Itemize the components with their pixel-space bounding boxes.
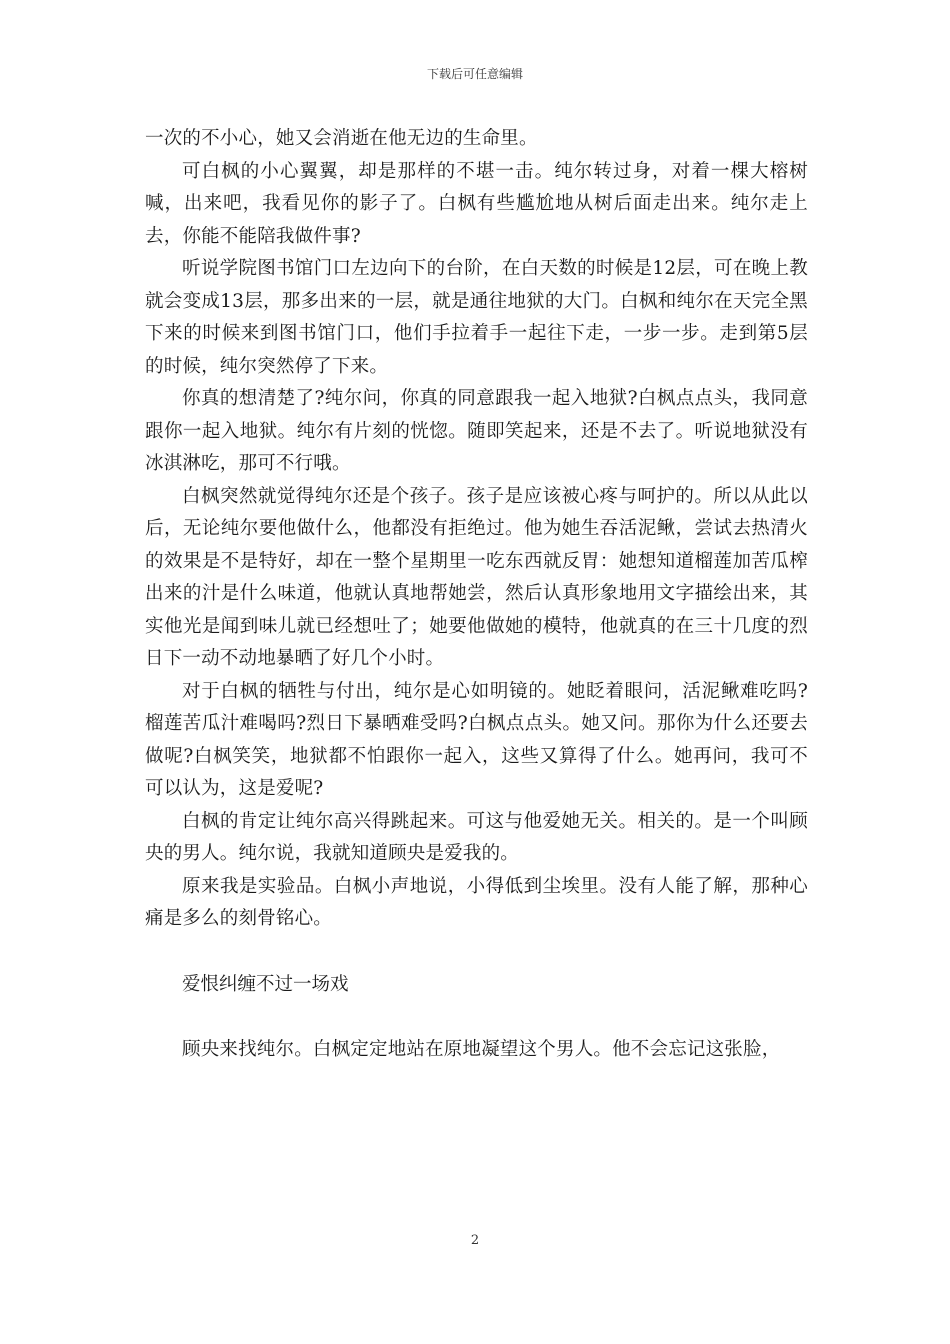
paragraph-7: 白枫的肯定让纯尔高兴得跳起来。可这与他爱她无关。相关的。是一个叫顾央的男人。纯尔说，我就知道顾央是爱我的。	[145, 810, 808, 864]
paragraph-final: 顾央来找纯尔。白枫定定地站在原地凝望这个男人。他不会忘记这张脸，	[182, 1039, 781, 1060]
paragraph-6: 对于白枫的牺牲与付出，纯尔是心如明镜的。她眨着眼问，活泥鳅难吃吗?榴莲苦瓜汁难喝吗?烈日下暴晒难受吗?白枫点点头。她又问。那你为什么还要去做呢?白枫笑笑，地狱都不怕跟你一起入，这些又算得了什么。她再问，我可不可以认为，这是爱呢?	[145, 680, 808, 799]
section-gap	[145, 1001, 808, 1034]
paragraph-4: 你真的想清楚了?纯尔问，你真的同意跟我一起入地狱?白枫点点头，我同意跟你一起入地狱。纯尔有片刻的恍惚。随即笑起来，还是不去了。听说地狱没有冰淇淋吃，那可不行哦。	[145, 388, 808, 474]
paragraph-3: 听说学院图书馆门口左边向下的台阶，在白天数的时候是12层，可在晚上教就会变成13层，那多出来的一层，就是通往地狱的大门。白枫和纯尔在天完全黑下来的时候来到图书馆门口，他们手拉着手一起往下走，一步一步。走到第5层的时候，纯尔突然停了下来。	[145, 258, 808, 377]
paragraph-1: 一次的不小心，她又会消逝在他无边的生命里。	[145, 128, 538, 149]
section-gap	[145, 936, 808, 969]
section-heading: 爱恨纠缠不过一场戏	[182, 973, 349, 995]
paragraph-5: 白枫突然就觉得纯尔还是个孩子。孩子是应该被心疼与呵护的。所以从此以后，无论纯尔要他做什么，他都没有拒绝过。他为她生吞活泥鳅，尝试去热清火的效果是不是特好，却在一整个星期里一吃东西就反胃：她想知道榴莲加苦瓜榨出来的汁是什么味道，他就认真地帮她尝，然后认真形象地用文字描绘出来，其实他光是闻到味儿就已经想吐了；她要他做她的模特，他就真的在三十几度的烈日下一动不动地暴晒了好几个小时。	[145, 485, 808, 669]
paragraph-2: 可白枫的小心翼翼，却是那样的不堪一击。纯尔转过身，对着一棵大榕树喊，出来吧，我看见你的影子了。白枫有些尴尬地从树后面走出来。纯尔走上去，你能不能陪我做件事?	[145, 160, 808, 247]
page-number: 2	[470, 1233, 480, 1248]
paragraph-8: 原来我是实验品。白枫小声地说，小得低到尘埃里。没有人能了解，那种心痛是多么的刻骨铭心。	[145, 875, 808, 929]
page-header: 下载后可任意编辑	[426, 67, 523, 81]
body-text	[145, 123, 808, 1067]
